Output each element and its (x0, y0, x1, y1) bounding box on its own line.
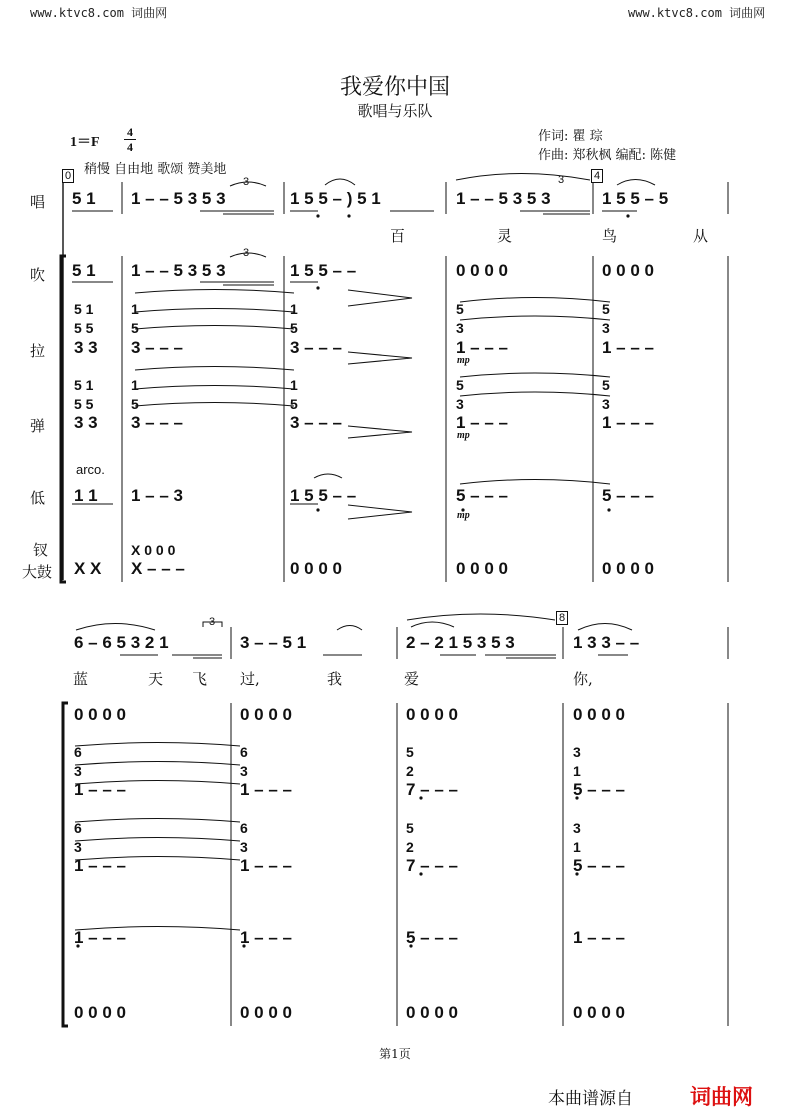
drum-measure: 0 0 0 0 (290, 559, 342, 578)
strings-mid: 1 (573, 763, 581, 779)
lyric: 你, (573, 670, 593, 688)
pluck-mid: 3 (602, 396, 610, 412)
drum-measure: 0 0 0 0 (74, 1003, 126, 1022)
strings-top: 5 (406, 744, 414, 760)
pluck-top: 1 (131, 377, 139, 393)
drum-measure: 0 0 0 0 (573, 1003, 625, 1022)
voice-measure: 1 – – 5 3 5 3 (456, 189, 551, 208)
strings-bottom: 1 – – – (240, 780, 292, 799)
drum-measure: 0 0 0 0 (406, 1003, 458, 1022)
strings-top: 3 (573, 744, 581, 760)
wind-measure: 0 0 0 0 (74, 705, 126, 724)
pluck-top: 5 (602, 377, 610, 393)
dynamic-mp: mp (457, 355, 470, 366)
bass-measure: 1 1 (74, 486, 98, 505)
drum-measure: 0 0 0 0 (456, 559, 508, 578)
label-voice: 唱 (30, 193, 46, 211)
label-drum: 大鼓 (22, 563, 53, 581)
bass-measure: 1 – – – (74, 928, 126, 947)
triplet-mark: 3 (243, 247, 250, 259)
strings-top: 5 (456, 301, 464, 317)
pluck-top: 6 (240, 820, 248, 836)
bass-measure: 1 5 5 – – (290, 486, 357, 505)
strings-mid: 3 (602, 320, 610, 336)
pluck-top: 1 (290, 377, 298, 393)
strings-top: 6 (240, 744, 248, 760)
time-denominator: 4 (127, 140, 133, 154)
strings-bottom: 5 – – – (573, 780, 625, 799)
wind-measure: 0 0 0 0 (602, 261, 654, 280)
voice-measure: 5 1 (72, 189, 96, 208)
lyric: 飞 (192, 670, 208, 688)
voice-measure: 1 5 5 – ) 5 1 (290, 189, 381, 208)
pluck-top: 5 1 (74, 377, 94, 393)
wind-measure: 0 0 0 0 (240, 705, 292, 724)
arco-marking: arco. (76, 462, 105, 477)
measure-number-4: 4 (591, 169, 603, 183)
wind-measure: 1 5 5 – – (290, 261, 357, 280)
strings-top: 6 (74, 744, 82, 760)
label-plucked: 弹 (30, 417, 46, 435)
strings-bottom: 3 3 (74, 338, 98, 357)
page-number: 第1页 (379, 1047, 411, 1061)
lyric: 灵 (497, 227, 513, 245)
bass-measure: 1 – – 3 (131, 486, 183, 505)
pluck-bottom: 3 – – – (131, 413, 183, 432)
pluck-top: 5 (406, 820, 414, 836)
source-text: 本曲谱源自 (548, 1089, 633, 1109)
triplet-mark: 3 (243, 176, 250, 188)
strings-bottom: 3 – – – (131, 338, 183, 357)
pluck-bottom: 3 3 (74, 413, 98, 432)
bass-measure: 1 – – – (240, 928, 292, 947)
drum-measure: 0 0 0 0 (602, 559, 654, 578)
pluck-bottom: 5 – – – (573, 856, 625, 875)
voice-measure: 6 – 6 5 3 2 1 (74, 633, 169, 652)
voice-measure: 1 – – 5 3 5 3 (131, 189, 226, 208)
label-strings: 拉 (30, 342, 46, 360)
bass-measure: 5 – – – (456, 486, 508, 505)
strings-top: 1 (290, 301, 298, 317)
label-cymbal: 钗 (33, 541, 49, 559)
wind-measure: 0 0 0 0 (406, 705, 458, 724)
strings-top: 1 (131, 301, 139, 317)
lyric: 鸟 (602, 227, 618, 245)
wind-measure: 1 – – 5 3 5 3 (131, 261, 226, 280)
strings-bottom: 7 – – – (406, 780, 458, 799)
dynamic-mp: mp (457, 510, 470, 521)
key-signature: 1＝F (70, 135, 100, 150)
lyric: 我 (327, 670, 343, 688)
composer-credit: 作曲: 郑秋枫 编配: 陈健 (538, 148, 677, 163)
pluck-mid: 3 (74, 839, 82, 855)
pluck-bottom: 1 – – – (456, 413, 508, 432)
label-wind: 吹 (30, 266, 46, 284)
measure-number-0: 0 (62, 169, 74, 183)
song-subtitle: 歌唱与乐队 (357, 102, 433, 120)
strings-bottom: 1 – – – (602, 338, 654, 357)
strings-bottom: 1 – – – (74, 780, 126, 799)
lyric: 从 (693, 227, 709, 245)
pluck-mid: 5 (131, 396, 139, 412)
lyric: 过, (240, 670, 260, 688)
pluck-bottom: 7 – – – (406, 856, 458, 875)
time-numerator: 4 (127, 125, 133, 139)
lyric: 蓝 (73, 670, 89, 688)
drum-measure: X X (74, 559, 102, 578)
pluck-mid: 3 (456, 396, 464, 412)
strings-mid: 5 5 (74, 320, 94, 336)
wind-measure: 0 0 0 0 (573, 705, 625, 724)
strings-bottom: 3 – – – (290, 338, 342, 357)
pluck-bottom: 1 – – – (240, 856, 292, 875)
dynamic-mp: mp (457, 430, 470, 441)
lyric: 天 (148, 670, 164, 688)
label-bass: 低 (30, 489, 46, 507)
lyric: 爱 (404, 670, 420, 688)
cymbal-measure: X 0 0 0 (131, 542, 176, 558)
lyric: 百 (390, 227, 406, 245)
wind-measure: 0 0 0 0 (456, 261, 508, 280)
pluck-top: 6 (74, 820, 82, 836)
drum-measure: X – – – (131, 559, 185, 578)
pluck-mid: 5 (290, 396, 298, 412)
strings-top: 5 1 (74, 301, 94, 317)
strings-mid: 5 (131, 320, 139, 336)
bass-measure: 5 – – – (406, 928, 458, 947)
strings-mid: 5 (290, 320, 298, 336)
watermark-left: www.ktvc8.com 词曲网 (30, 6, 168, 20)
drum-measure: 0 0 0 0 (240, 1003, 292, 1022)
pluck-mid: 5 5 (74, 396, 94, 412)
lyricist-credit: 作词: 瞿 琮 (538, 129, 603, 144)
voice-measure: 1 5 5 – 5 (602, 189, 669, 208)
bass-measure: 1 – – – (573, 928, 625, 947)
strings-bottom: 1 – – – (456, 338, 508, 357)
bass-measure: 5 – – – (602, 486, 654, 505)
strings-top: 5 (602, 301, 610, 317)
pluck-top: 5 (456, 377, 464, 393)
pluck-mid: 1 (573, 839, 581, 855)
measure-number-8: 8 (556, 611, 568, 625)
tempo-marking: 稍慢 自由地 歌颂 赞美地 (84, 162, 227, 177)
strings-mid: 3 (240, 763, 248, 779)
pluck-bottom: 1 – – – (602, 413, 654, 432)
pluck-bottom: 3 – – – (290, 413, 342, 432)
strings-mid: 3 (74, 763, 82, 779)
song-title: 我爱你中国 (339, 75, 450, 100)
pluck-top: 3 (573, 820, 581, 836)
watermark-right: www.ktvc8.com 词曲网 (628, 6, 766, 20)
wind-measure: 5 1 (72, 261, 96, 280)
pluck-mid: 2 (406, 839, 414, 855)
strings-mid: 3 (456, 320, 464, 336)
site-logo-text[interactable]: 词曲网 (690, 1085, 753, 1109)
voice-measure: 1 3 3 – – (573, 633, 640, 652)
pluck-bottom: 1 – – – (74, 856, 126, 875)
voice-measure: 2 – 2 1 5 3 5 3 (406, 633, 515, 652)
pluck-mid: 3 (240, 839, 248, 855)
triplet-mark: 3 (209, 616, 216, 628)
strings-mid: 2 (406, 763, 414, 779)
voice-measure: 3 – – 5 1 (240, 633, 307, 652)
triplet-mark: 3 (558, 174, 565, 186)
